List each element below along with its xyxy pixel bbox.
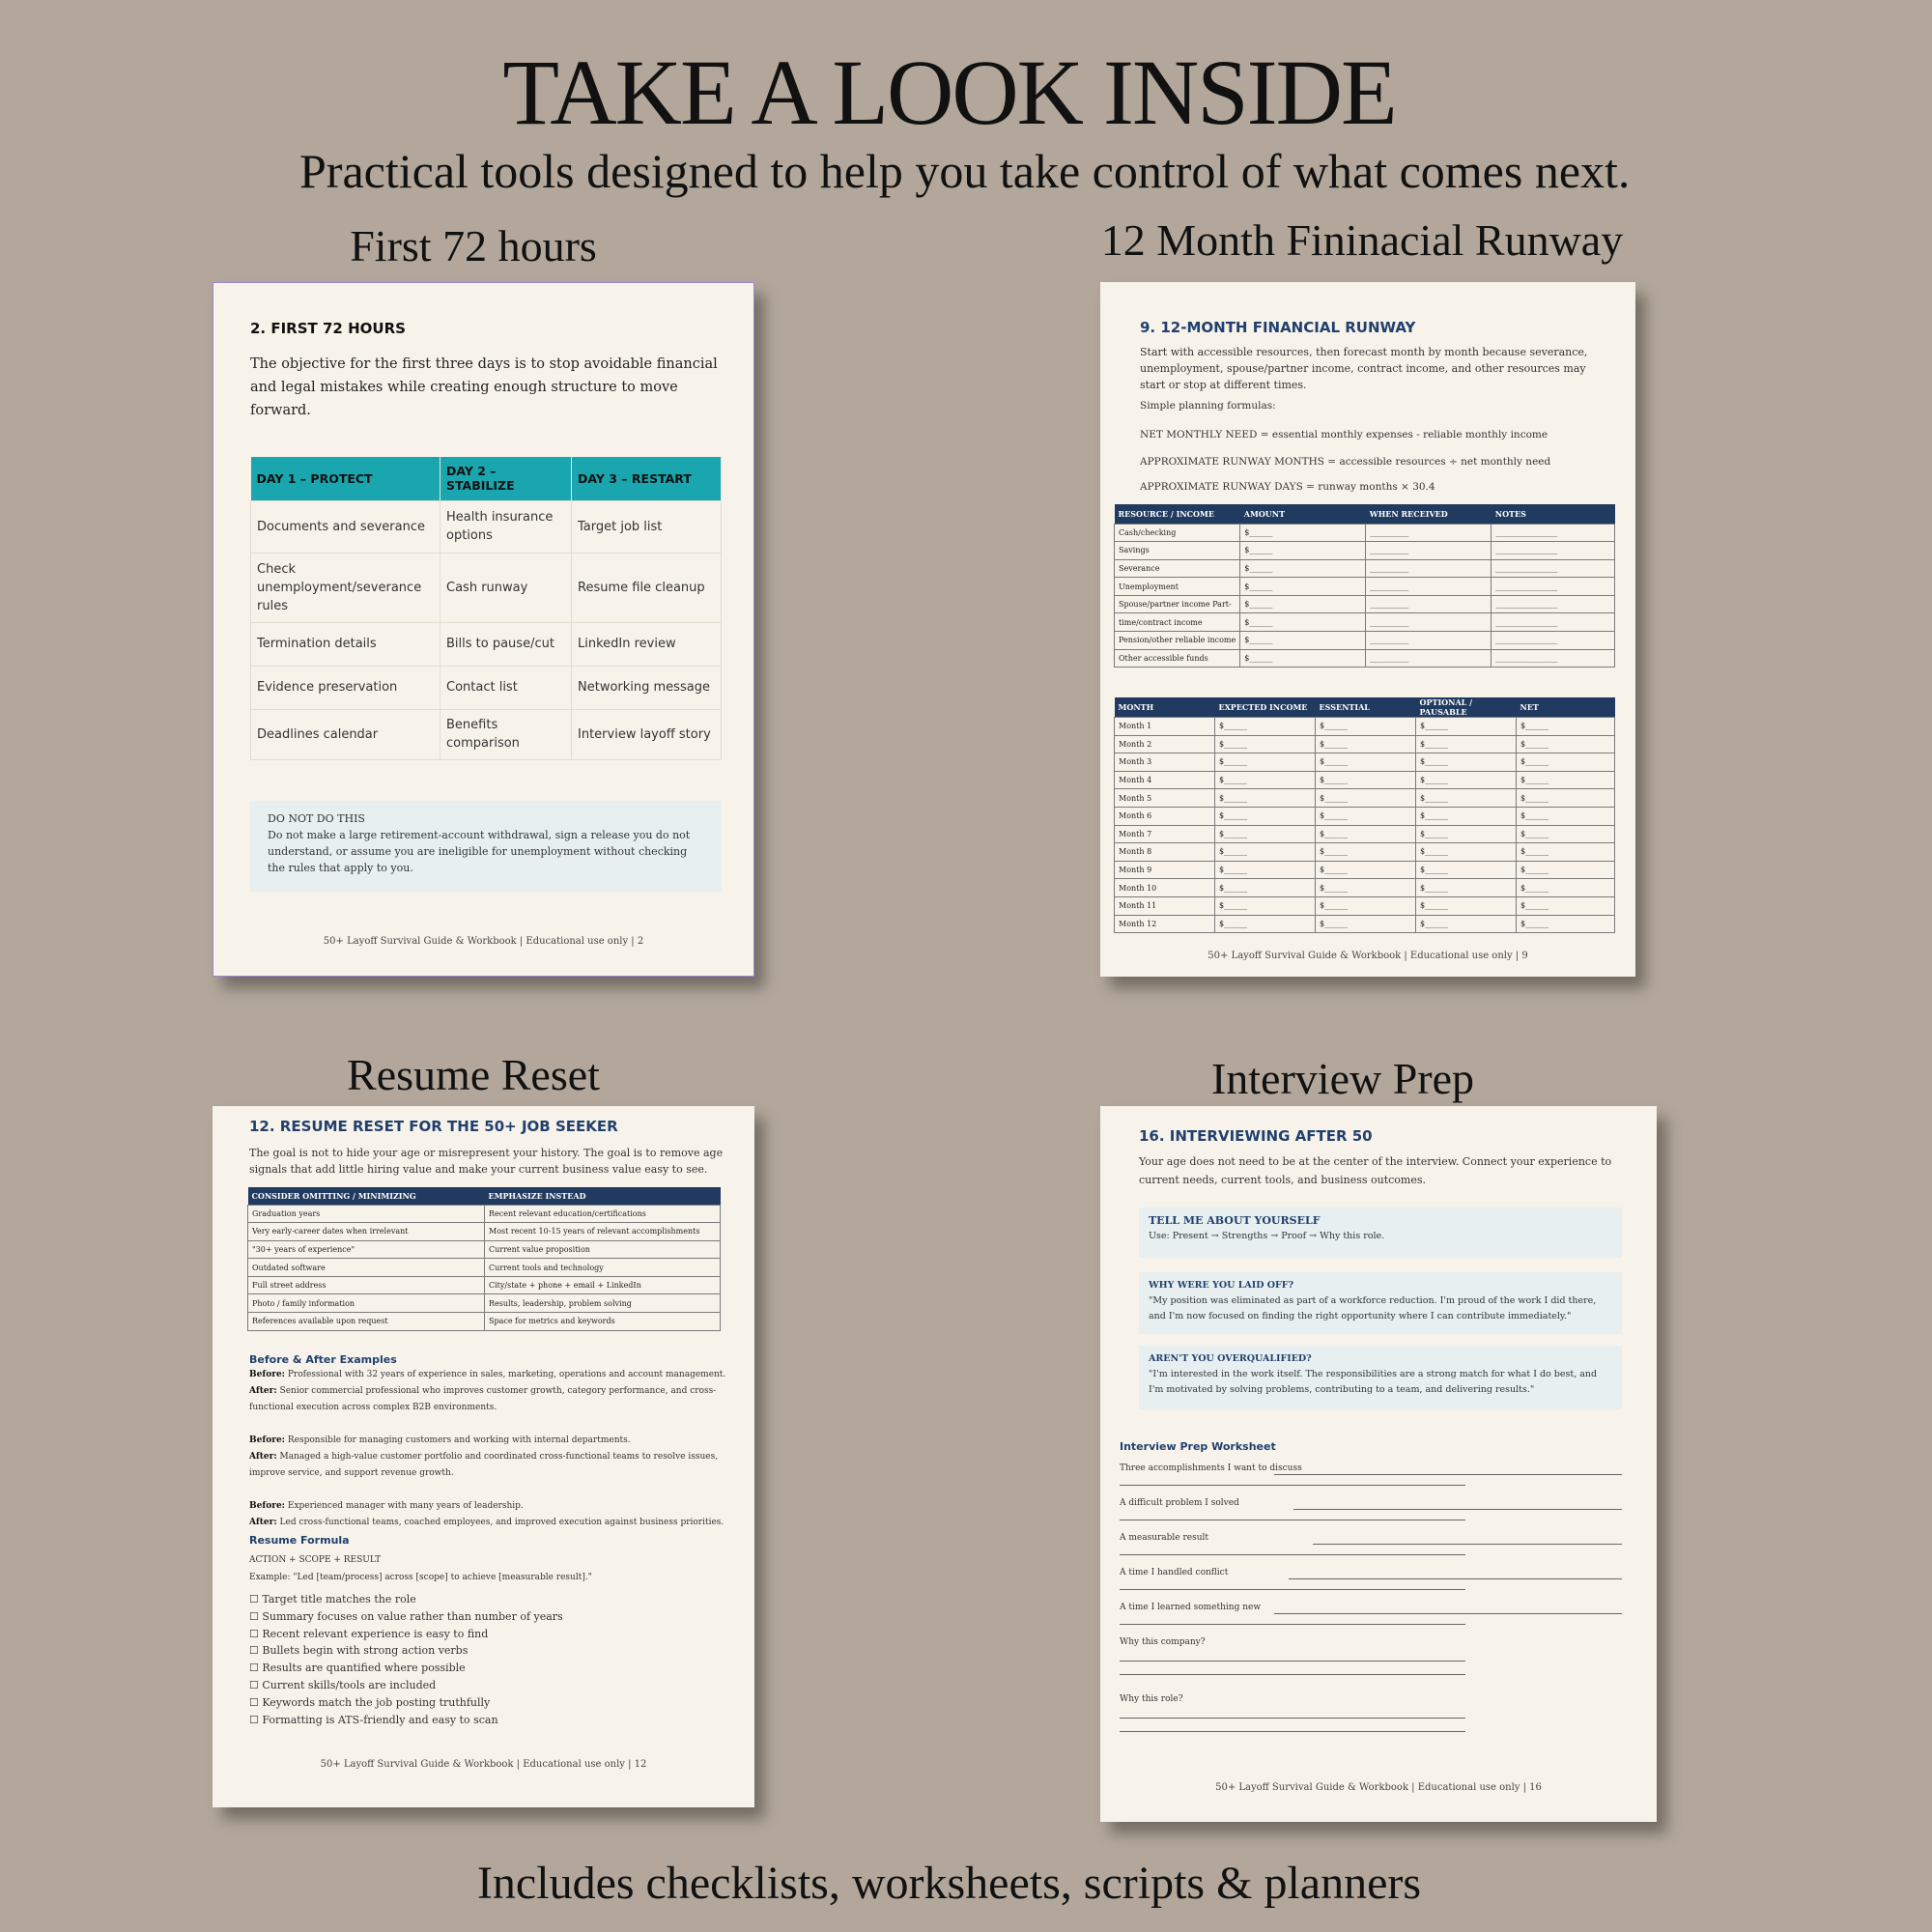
page-heading: 9. 12-MONTH FINANCIAL RUNWAY	[1140, 319, 1416, 336]
amount-blank: $______	[1316, 807, 1416, 825]
hero-subtitle: Practical tools designed to help you take control of what comes next.	[299, 144, 1631, 198]
table-cell: LinkedIn review	[572, 622, 722, 666]
worksheet-question: A time I learned something new	[1120, 1603, 1262, 1612]
month-name: Month 8	[1115, 843, 1215, 862]
table-row	[1115, 843, 1615, 862]
table-row	[248, 1276, 721, 1294]
amount-blank: $______	[1215, 753, 1316, 772]
table-cell: Target job list	[572, 500, 722, 553]
when-blank: __________	[1366, 649, 1492, 668]
checklist-item: ☐ Results are quantified where possible	[249, 1662, 466, 1675]
table-cell: Outdated software	[248, 1259, 485, 1277]
amount-blank: $______	[1416, 753, 1517, 772]
column-header: WHEN RECEIVED	[1366, 504, 1492, 524]
table-cell: Recent relevant education/certifications	[485, 1205, 721, 1223]
example-before: Experienced manager with many years of leadership.	[287, 1501, 524, 1511]
checklist-item: ☐ Target title matches the role	[249, 1593, 416, 1605]
formula-title: Resume Formula	[249, 1534, 350, 1547]
table-row	[248, 1240, 721, 1259]
box-title: AREN'T YOU OVERQUALIFIED?	[1149, 1353, 1312, 1364]
worksheet-question: Three accomplishments I want to discuss	[1120, 1463, 1302, 1473]
column-header: EMPHASIZE INSTEAD	[485, 1187, 721, 1205]
table-row	[1115, 915, 1615, 933]
checklist-item: ☐ Recent relevant experience is easy to find	[249, 1627, 489, 1640]
table-row	[1115, 632, 1615, 650]
table-cell: Check unemployment/severance rules	[251, 553, 440, 622]
amount-blank: $______	[1416, 735, 1517, 753]
warning-text: Do not make a large retirement-account withdrawal, sign a release you do not understand, or assume you are ineligible for unemployment without checking the rules that apply to you.	[268, 829, 691, 874]
amount-blank: $______	[1517, 718, 1615, 736]
month-name: Month 7	[1115, 825, 1215, 843]
answer-line	[1120, 1589, 1465, 1590]
table-row	[1115, 649, 1615, 668]
table-row	[1115, 595, 1615, 613]
amount-blank: $______	[1416, 825, 1517, 843]
month-name: Month 11	[1115, 896, 1215, 915]
resource-name: Spouse/partner income Part-	[1115, 595, 1240, 613]
table-cell: Benefits comparison	[440, 709, 572, 759]
column-header: EXPECTED INCOME	[1215, 697, 1316, 718]
table-row	[1115, 559, 1615, 578]
after-label: After:	[249, 1452, 277, 1462]
amount-blank: $______	[1416, 861, 1517, 879]
after-label: After:	[249, 1386, 277, 1396]
table-cell: Current tools and technology	[485, 1259, 721, 1277]
table-cell: Bills to pause/cut	[440, 622, 572, 666]
answer-line	[1274, 1613, 1622, 1614]
example-after: Led cross-functional teams, coached employees, and improved execution against business priorities.	[279, 1518, 724, 1527]
table-row	[251, 500, 722, 553]
month-name: Month 5	[1115, 789, 1215, 808]
table-row	[248, 1294, 721, 1313]
notes-blank: ________________	[1492, 649, 1615, 668]
amount-blank: $______	[1316, 879, 1416, 897]
amount-blank: $______	[1517, 879, 1615, 897]
page-footer: 50+ Layoff Survival Guide & Workbook | Educational use only | 9	[1208, 951, 1528, 961]
amount-blank: $______	[1240, 613, 1366, 632]
amount-blank: $______	[1416, 789, 1517, 808]
label-financial-runway: 12 Month Fininacial Runway	[1100, 215, 1624, 265]
worksheet-question: A difficult problem I solved	[1120, 1498, 1239, 1508]
day-plan-table	[250, 457, 722, 760]
month-name: Month 12	[1115, 915, 1215, 933]
example-after: Managed a high-value customer portfolio and coordinated cross-functional teams to resolve issues, improve service, and support revenue growth.	[249, 1452, 719, 1478]
table-row	[1115, 578, 1615, 596]
worksheet-question: A time I handled conflict	[1120, 1568, 1229, 1577]
box-text: "I'm interested in the work itself. The responsibilities are a strong match for what I do best, and I'm motivated by solving problems, contributing to a team, and delivering results."	[1149, 1369, 1598, 1395]
amount-blank: $______	[1215, 789, 1316, 808]
amount-blank: $______	[1316, 861, 1416, 879]
amount-blank: $______	[1240, 559, 1366, 578]
answer-line	[1274, 1474, 1622, 1475]
table-row	[1115, 613, 1615, 632]
box-text: "My position was eliminated as part of a workforce reduction. I'm proud of the work I did there, and I'm now focused on finding the right opportunity where I can contribute immediately."	[1149, 1295, 1597, 1321]
amount-blank: $______	[1215, 861, 1316, 879]
table-cell: Termination details	[251, 622, 440, 666]
formula-runway-months: APPROXIMATE RUNWAY MONTHS = accessible resources ÷ net monthly need	[1140, 456, 1551, 468]
amount-blank: $______	[1517, 735, 1615, 753]
hero-title: TAKE A LOOK INSIDE	[502, 41, 1396, 144]
amount-blank: $______	[1517, 771, 1615, 789]
amount-blank: $______	[1240, 632, 1366, 650]
answer-line	[1120, 1485, 1465, 1486]
month-name: Month 4	[1115, 771, 1215, 789]
amount-blank: $______	[1215, 879, 1316, 897]
checklist-item: ☐ Summary focuses on value rather than number of years	[249, 1609, 563, 1623]
resource-name: Cash/checking	[1115, 524, 1240, 542]
answer-line	[1289, 1578, 1622, 1579]
notes-blank: ________________	[1492, 613, 1615, 632]
table-row	[251, 709, 722, 759]
amount-blank: $______	[1316, 789, 1416, 808]
answer-line	[1313, 1544, 1622, 1545]
notes-blank: ________________	[1492, 524, 1615, 542]
column-header: ESSENTIAL	[1316, 697, 1416, 718]
page-footer: 50+ Layoff Survival Guide & Workbook | Educational use only | 2	[323, 936, 644, 947]
footer-caption: Includes checklists, worksheets, scripts & planners	[476, 1858, 1422, 1909]
table-cell: Cash runway	[440, 553, 572, 622]
resource-name: Severance	[1115, 559, 1240, 578]
amount-blank: $______	[1517, 861, 1615, 879]
amount-blank: $______	[1517, 807, 1615, 825]
resource-name: Unemployment	[1115, 578, 1240, 596]
table-cell: Full street address	[248, 1276, 485, 1294]
worksheet-title: Interview Prep Worksheet	[1120, 1440, 1276, 1453]
when-blank: __________	[1366, 578, 1492, 596]
amount-blank: $______	[1215, 735, 1316, 753]
amount-blank: $______	[1316, 718, 1416, 736]
page-resume-reset	[213, 1106, 754, 1807]
amount-blank: $______	[1416, 718, 1517, 736]
when-blank: __________	[1366, 632, 1492, 650]
page-financial-runway	[1100, 282, 1635, 977]
label-first-72-hours: First 72 hours	[350, 221, 597, 270]
table-cell: References available upon request	[248, 1313, 485, 1331]
amount-blank: $______	[1416, 896, 1517, 915]
amount-blank: $______	[1416, 879, 1517, 897]
table-cell: Documents and severance	[251, 500, 440, 553]
worksheet-question: A measurable result	[1120, 1533, 1209, 1543]
after-label: After:	[249, 1518, 277, 1527]
amount-blank: $______	[1316, 825, 1416, 843]
before-label: Before:	[249, 1370, 285, 1379]
table-cell: Very early-career dates when irrelevant	[248, 1223, 485, 1241]
table-row	[1115, 524, 1615, 542]
before-label: Before:	[249, 1435, 285, 1445]
when-blank: __________	[1366, 613, 1492, 632]
table-row	[1115, 896, 1615, 915]
amount-blank: $______	[1215, 807, 1316, 825]
amount-blank: $______	[1517, 915, 1615, 933]
resource-name: Pension/other reliable income	[1115, 632, 1240, 650]
amount-blank: $______	[1517, 789, 1615, 808]
page-footer: 50+ Layoff Survival Guide & Workbook | Educational use only | 12	[320, 1759, 647, 1770]
table-cell: Networking message	[572, 666, 722, 709]
formula-example: Example: "Led [team/process] across [scope] to achieve [measurable result]."	[249, 1573, 592, 1582]
checklist-item: ☐ Keywords match the job posting truthfully	[249, 1695, 491, 1709]
month-name: Month 2	[1115, 735, 1215, 753]
page-intro: The objective for the first three days is to stop avoidable financial and legal mistakes while creating enough structure to move forward.	[250, 356, 718, 418]
table-cell: "30+ years of experience"	[248, 1240, 485, 1259]
column-header: MONTH	[1115, 697, 1215, 718]
amount-blank: $______	[1316, 843, 1416, 862]
table-cell: Evidence preservation	[251, 666, 440, 709]
answer-line	[1120, 1718, 1465, 1719]
label-interview-prep: Interview Prep	[1210, 1054, 1475, 1103]
page-footer: 50+ Layoff Survival Guide & Workbook | Educational use only | 16	[1215, 1782, 1542, 1793]
column-header: OPTIONAL / PAUSABLE	[1416, 697, 1517, 718]
when-blank: __________	[1366, 559, 1492, 578]
column-header: DAY 1 – PROTECT	[251, 457, 440, 500]
answer-line	[1120, 1554, 1465, 1555]
tell-me-about-yourself-box	[1139, 1208, 1622, 1258]
column-header: AMOUNT	[1240, 504, 1366, 524]
resume-checklist	[249, 1591, 563, 1728]
amount-blank: $______	[1416, 771, 1517, 789]
resource-name: time/contract income	[1115, 613, 1240, 632]
table-row	[1115, 879, 1615, 897]
amount-blank: $______	[1416, 915, 1517, 933]
amount-blank: $______	[1416, 843, 1517, 862]
table-row	[1115, 753, 1615, 772]
answer-line	[1293, 1509, 1622, 1510]
warning-box	[250, 801, 722, 892]
table-row	[1115, 825, 1615, 843]
page-heading: 12. RESUME RESET FOR THE 50+ JOB SEEKER	[249, 1118, 618, 1135]
table-cell: Results, leadership, problem solving	[485, 1294, 721, 1313]
column-header: DAY 3 – RESTART	[572, 457, 722, 500]
formula-line: ACTION + SCOPE + RESULT	[249, 1555, 382, 1565]
month-name: Month 9	[1115, 861, 1215, 879]
amount-blank: $______	[1240, 649, 1366, 668]
amount-blank: $______	[1215, 896, 1316, 915]
example-after: Senior commercial professional who improves customer growth, category performance, and cross-functional execution across complex B2B environments.	[249, 1386, 717, 1412]
formula-net-monthly-need: NET MONTHLY NEED = essential monthly expenses - reliable monthly income	[1140, 429, 1548, 440]
resource-name: Savings	[1115, 542, 1240, 560]
month-name: Month 3	[1115, 753, 1215, 772]
notes-blank: ________________	[1492, 632, 1615, 650]
table-row	[251, 622, 722, 666]
amount-blank: $______	[1240, 542, 1366, 560]
formula-runway-days: APPROXIMATE RUNWAY DAYS = runway months × 30.4	[1140, 481, 1435, 493]
amount-blank: $______	[1316, 753, 1416, 772]
table-row	[248, 1205, 721, 1223]
month-name: Month 10	[1115, 879, 1215, 897]
amount-blank: $______	[1316, 896, 1416, 915]
amount-blank: $______	[1215, 718, 1316, 736]
table-row	[1115, 789, 1615, 808]
resources-table	[1114, 504, 1615, 668]
example-1	[249, 1367, 732, 1416]
notes-blank: ________________	[1492, 595, 1615, 613]
table-row	[248, 1259, 721, 1277]
box-title: TELL ME ABOUT YOURSELF	[1149, 1214, 1321, 1227]
table-cell: Health insurance options	[440, 500, 572, 553]
month-name: Month 6	[1115, 807, 1215, 825]
notes-blank: ________________	[1492, 542, 1615, 560]
table-row	[1115, 735, 1615, 753]
table-cell: Graduation years	[248, 1205, 485, 1223]
column-header: DAY 2 – STABILIZE	[440, 457, 572, 500]
page-interview-prep	[1100, 1106, 1657, 1822]
monthly-forecast-table	[1114, 697, 1615, 933]
before-label: Before:	[249, 1501, 285, 1511]
month-name: Month 1	[1115, 718, 1215, 736]
table-row	[251, 666, 722, 709]
amount-blank: $______	[1240, 595, 1366, 613]
example-before: Professional with 32 years of experience in sales, marketing, operations and account management.	[287, 1370, 726, 1379]
resume-signals-table	[247, 1187, 721, 1331]
table-cell: Space for metrics and keywords	[485, 1313, 721, 1331]
column-header: NOTES	[1492, 504, 1615, 524]
page-heading: 2. FIRST 72 HOURS	[250, 320, 406, 337]
page-heading: 16. INTERVIEWING AFTER 50	[1139, 1127, 1373, 1145]
table-cell: Contact list	[440, 666, 572, 709]
amount-blank: $______	[1517, 843, 1615, 862]
example-3	[249, 1498, 732, 1531]
table-row	[248, 1313, 721, 1331]
checklist-item: ☐ Current skills/tools are included	[249, 1678, 437, 1691]
amount-blank: $______	[1517, 753, 1615, 772]
table-row	[1115, 807, 1615, 825]
example-2	[249, 1433, 732, 1482]
when-blank: __________	[1366, 542, 1492, 560]
worksheet-question: Why this company?	[1120, 1637, 1206, 1647]
amount-blank: $______	[1416, 807, 1517, 825]
why-laid-off-box	[1139, 1272, 1622, 1334]
box-text: Use: Present → Strengths → Proof → Why this role.	[1149, 1231, 1385, 1241]
table-cell: City/state + phone + email + LinkedIn	[485, 1276, 721, 1294]
examples-title: Before & After Examples	[249, 1353, 397, 1366]
amount-blank: $______	[1215, 771, 1316, 789]
amount-blank: $______	[1316, 771, 1416, 789]
column-header: NET	[1517, 697, 1615, 718]
amount-blank: $______	[1240, 578, 1366, 596]
table-cell: Resume file cleanup	[572, 553, 722, 622]
amount-blank: $______	[1316, 915, 1416, 933]
example-before: Responsible for managing customers and working with internal departments.	[287, 1435, 631, 1445]
amount-blank: $______	[1316, 735, 1416, 753]
page-intro: Your age does not need to be at the center of the interview. Connect your experience to current needs, current tools, and business outcomes.	[1139, 1155, 1612, 1186]
warning-title: DO NOT DO THIS	[268, 812, 365, 825]
amount-blank: $______	[1215, 825, 1316, 843]
table-row	[1115, 718, 1615, 736]
when-blank: __________	[1366, 524, 1492, 542]
checklist-item: ☐ Formatting is ATS-friendly and easy to scan	[249, 1713, 498, 1726]
amount-blank: $______	[1215, 843, 1316, 862]
amount-blank: $______	[1215, 915, 1316, 933]
overqualified-box	[1139, 1346, 1622, 1409]
table-row	[248, 1223, 721, 1241]
label-resume-reset: Resume Reset	[347, 1050, 600, 1099]
amount-blank: $______	[1240, 524, 1366, 542]
column-header: CONSIDER OMITTING / MINIMIZING	[248, 1187, 485, 1205]
table-row	[251, 553, 722, 622]
notes-blank: ________________	[1492, 578, 1615, 596]
amount-blank: $______	[1517, 825, 1615, 843]
answer-line	[1120, 1674, 1465, 1675]
table-row	[1115, 861, 1615, 879]
resource-name: Other accessible funds	[1115, 649, 1240, 668]
table-cell: Current value proposition	[485, 1240, 721, 1259]
formulas-label: Simple planning formulas:	[1140, 400, 1276, 412]
box-title: WHY WERE YOU LAID OFF?	[1149, 1280, 1294, 1291]
table-row	[1115, 771, 1615, 789]
answer-line	[1120, 1624, 1465, 1625]
answer-line	[1120, 1661, 1465, 1662]
table-row	[1115, 542, 1615, 560]
page-intro: The goal is not to hide your age or misrepresent your history. The goal is to remove age signals that add little hiring value and make your current business value easy to see.	[249, 1147, 724, 1176]
table-cell: Deadlines calendar	[251, 709, 440, 759]
table-cell: Interview layoff story	[572, 709, 722, 759]
column-header: RESOURCE / INCOME	[1115, 504, 1240, 524]
notes-blank: ________________	[1492, 559, 1615, 578]
table-cell: Photo / family information	[248, 1294, 485, 1313]
checklist-item: ☐ Bullets begin with strong action verbs	[249, 1644, 469, 1658]
answer-line	[1120, 1731, 1465, 1732]
worksheet-question: Why this role?	[1120, 1694, 1183, 1704]
page-intro: Start with accessible resources, then forecast month by month because severance, unemployment, spouse/partner income, contract income, and other resources may start or stop at different times.	[1140, 346, 1588, 391]
amount-blank: $______	[1517, 896, 1615, 915]
table-cell: Most recent 10-15 years of relevant accomplishments	[485, 1223, 721, 1241]
when-blank: __________	[1366, 595, 1492, 613]
page-first-72-hours	[213, 282, 754, 977]
